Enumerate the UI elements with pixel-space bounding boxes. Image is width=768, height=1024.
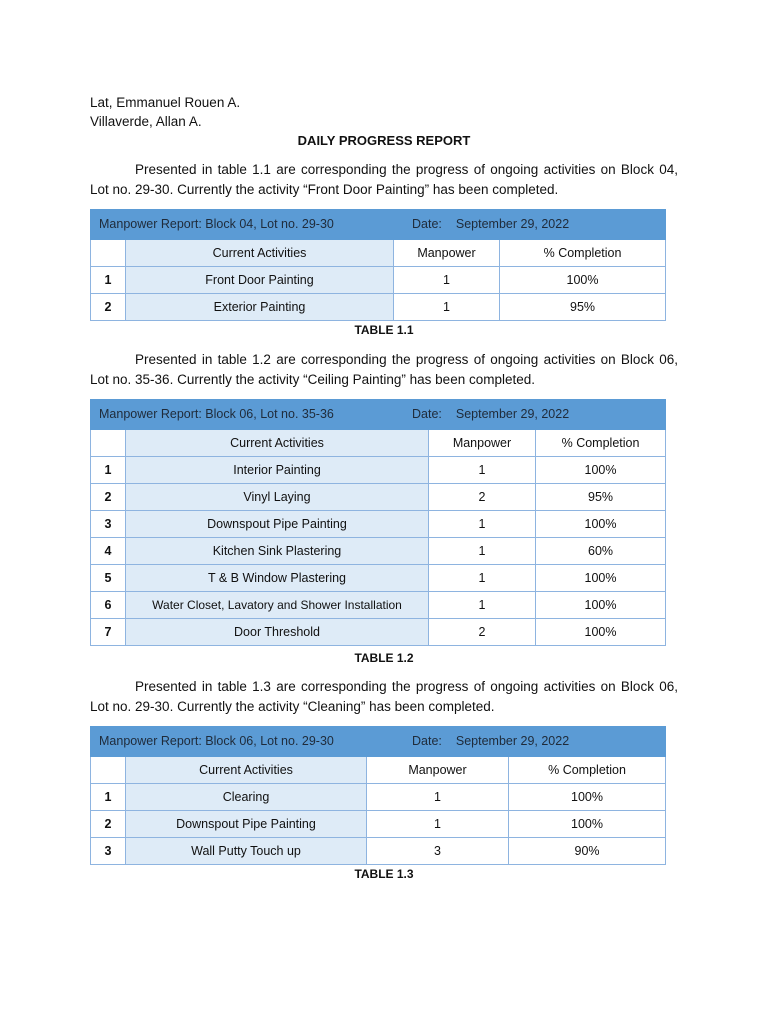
- table-row: [91, 592, 666, 619]
- manpower-cell: 1: [429, 565, 536, 592]
- activity-cell: Downspout Pipe Painting: [126, 811, 367, 838]
- activity-cell: Exterior Painting: [126, 294, 394, 321]
- row-number: 2: [91, 811, 126, 838]
- date-value: September 29, 2022: [455, 734, 570, 748]
- row-number: 7: [91, 619, 126, 646]
- column-header-number: [91, 430, 126, 457]
- manpower-cell: 1: [367, 811, 509, 838]
- manpower-cell: 1: [429, 592, 536, 619]
- row-number: 3: [91, 511, 126, 538]
- manpower-table: [90, 726, 666, 865]
- column-header-row: [91, 240, 666, 267]
- manpower-cell: 1: [367, 784, 509, 811]
- row-number: 1: [91, 784, 126, 811]
- activity-cell: Clearing: [126, 784, 367, 811]
- completion-cell: 100%: [536, 511, 666, 538]
- table-row: [91, 784, 666, 811]
- date-label: Date:: [412, 407, 442, 421]
- table-row: [91, 538, 666, 565]
- manpower-cell: 1: [429, 538, 536, 565]
- table-row: [91, 511, 666, 538]
- manpower-cell: 1: [394, 294, 500, 321]
- column-header-number: [91, 757, 126, 784]
- table-header-bar: [91, 210, 666, 240]
- row-number: 2: [91, 484, 126, 511]
- table-row: [91, 484, 666, 511]
- column-header-manpower: Manpower: [429, 430, 536, 457]
- table-caption: TABLE 1.2: [354, 651, 414, 665]
- report-date: [412, 400, 569, 429]
- manpower-table: [90, 399, 666, 646]
- table-row: [91, 619, 666, 646]
- table-caption: TABLE 1.3: [354, 867, 414, 881]
- table-header-bar: [91, 400, 666, 430]
- table-row: [91, 457, 666, 484]
- activity-cell: Interior Painting: [126, 457, 429, 484]
- column-header-number: [91, 240, 126, 267]
- report-title: DAILY PROGRESS REPORT: [297, 133, 471, 148]
- manpower-cell: 3: [367, 838, 509, 865]
- intro-paragraph: [90, 160, 678, 199]
- activity-cell: Downspout Pipe Painting: [126, 511, 429, 538]
- manpower-cell: 1: [429, 457, 536, 484]
- activity-cell: Wall Putty Touch up: [126, 838, 367, 865]
- table-row: [91, 838, 666, 865]
- column-header-row: [91, 430, 666, 457]
- completion-cell: 100%: [509, 784, 666, 811]
- column-header-completion: % Completion: [536, 430, 666, 457]
- intro-paragraph: [90, 350, 678, 389]
- row-number: 2: [91, 294, 126, 321]
- row-number: 1: [91, 267, 126, 294]
- table-row: [91, 811, 666, 838]
- completion-cell: 100%: [536, 592, 666, 619]
- activity-cell: Water Closet, Lavatory and Shower Installation: [126, 592, 429, 619]
- manpower-cell: 2: [429, 619, 536, 646]
- row-number: 5: [91, 565, 126, 592]
- column-header-activities: Current Activities: [126, 757, 367, 784]
- table-row: [91, 267, 666, 294]
- column-header-row: [91, 757, 666, 784]
- report-date: [412, 210, 569, 239]
- date-value: September 29, 2022: [455, 217, 570, 231]
- activity-cell: Vinyl Laying: [126, 484, 429, 511]
- column-header-activities: Current Activities: [126, 240, 394, 267]
- paragraph-text: Presented in table 1.2 are corresponding the progress of ongoing activities on Block 06, Lot no. 35-36. Currently the activity “Ceiling Painting” has been completed.: [90, 352, 678, 387]
- author-name: Villaverde, Allan A.: [90, 114, 202, 129]
- row-number: 3: [91, 838, 126, 865]
- table-header-title: Manpower Report: Block 06, Lot no. 29-30: [99, 734, 334, 748]
- activity-cell: T & B Window Plastering: [126, 565, 429, 592]
- date-value: September 29, 2022: [455, 407, 570, 421]
- column-header-completion: % Completion: [500, 240, 666, 267]
- completion-cell: 100%: [500, 267, 666, 294]
- report-date: [412, 727, 569, 756]
- column-header-manpower: Manpower: [367, 757, 509, 784]
- completion-cell: 100%: [536, 457, 666, 484]
- completion-cell: 90%: [509, 838, 666, 865]
- date-label: Date:: [412, 217, 442, 231]
- intro-paragraph: [90, 677, 678, 716]
- completion-cell: 100%: [536, 619, 666, 646]
- column-header-activities: Current Activities: [126, 430, 429, 457]
- manpower-cell: 1: [429, 511, 536, 538]
- paragraph-text: Presented in table 1.3 are corresponding the progress of ongoing activities on Block 06, Lot no. 29-30. Currently the activity “Cleaning” has been completed.: [90, 679, 678, 714]
- row-number: 6: [91, 592, 126, 619]
- paragraph-text: Presented in table 1.1 are corresponding the progress of ongoing activities on Block 04, Lot no. 29-30. Currently the activity “Front Door Painting” has been completed.: [90, 162, 678, 197]
- table-row: [91, 294, 666, 321]
- table-header-title: Manpower Report: Block 04, Lot no. 29-30: [99, 217, 334, 231]
- author-name: Lat, Emmanuel Rouen A.: [90, 95, 241, 110]
- completion-cell: 100%: [509, 811, 666, 838]
- column-header-manpower: Manpower: [394, 240, 500, 267]
- completion-cell: 95%: [500, 294, 666, 321]
- activity-cell: Door Threshold: [126, 619, 429, 646]
- activity-cell: Front Door Painting: [126, 267, 394, 294]
- column-header-completion: % Completion: [509, 757, 666, 784]
- completion-cell: 60%: [536, 538, 666, 565]
- table-caption: TABLE 1.1: [354, 323, 414, 337]
- completion-cell: 95%: [536, 484, 666, 511]
- manpower-cell: 1: [394, 267, 500, 294]
- row-number: 1: [91, 457, 126, 484]
- completion-cell: 100%: [536, 565, 666, 592]
- date-label: Date:: [412, 734, 442, 748]
- table-header-bar: [91, 727, 666, 757]
- manpower-table: [90, 209, 666, 321]
- row-number: 4: [91, 538, 126, 565]
- table-header-title: Manpower Report: Block 06, Lot no. 35-36: [99, 407, 334, 421]
- activity-cell: Kitchen Sink Plastering: [126, 538, 429, 565]
- manpower-cell: 2: [429, 484, 536, 511]
- table-row: [91, 565, 666, 592]
